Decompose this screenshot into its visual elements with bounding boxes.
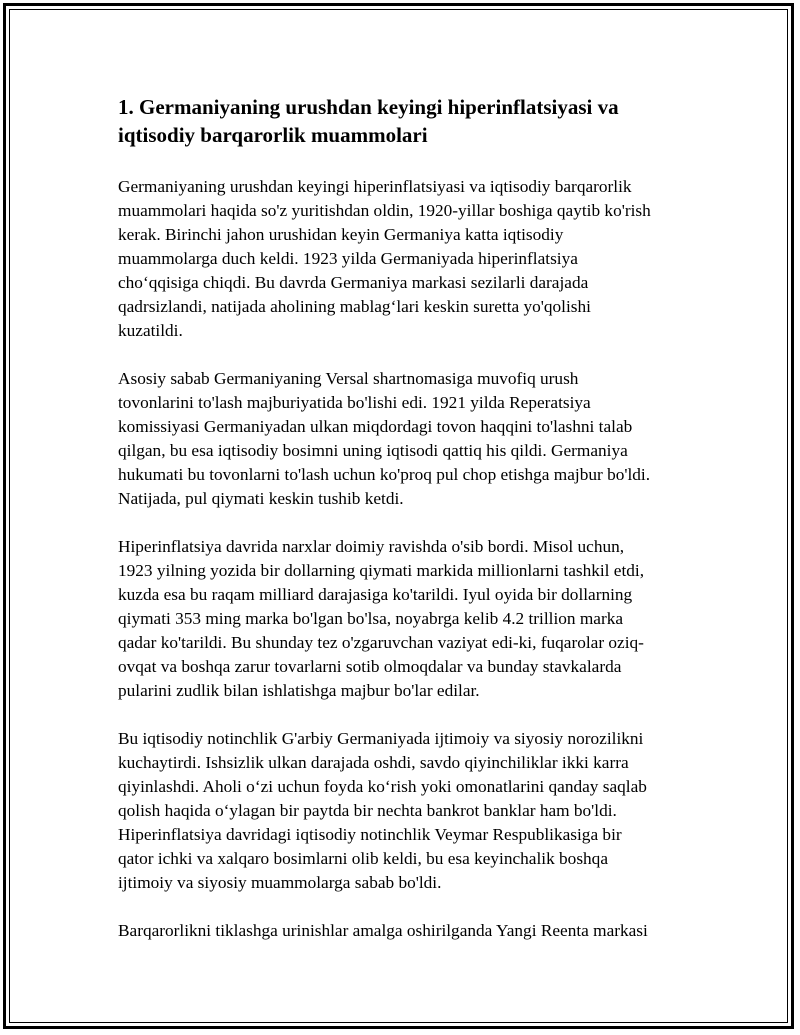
text-line: tovonlarini to'lash majburiyatida bo'lishi edi. 1921 yilda Reperatsiya: [118, 393, 591, 412]
text-line: qiymati 353 ming marka bo'lgan bo'lsa, noyabrga kelib 4.2 trillion marka: [118, 609, 624, 628]
text-line: komissiyasi Germaniyadan ulkan miqdordagi tovon haqqini to'lashni talab: [118, 417, 633, 436]
text-line: muammolarga duch keldi. 1923 yilda Germaniyada hiperinflatsiya: [118, 249, 578, 268]
text-line: muammolari haqida so'z yuritishdan oldin, 1920-yillar boshiga qaytib ko'rish: [118, 201, 651, 220]
text-line: kuchaytirdi. Ishsizlik ulkan darajada oshdi, savdo qiyinchiliklar ikki karra: [118, 753, 629, 772]
text-line: 1923 yilning yozida bir dollarning qiymati markida millionlarni tashkil etdi,: [118, 561, 645, 580]
paragraph-1: [118, 175, 698, 343]
text-line: pularini zudlik bilan ishlatishga majbur bo'lar edilar.: [118, 681, 480, 700]
text-line: ovqat va boshqa zarur tovarlarni sotib olmoqdalar va bunday stavkalarda: [118, 657, 622, 676]
text-line: Hiperinflatsiya davridagi iqtisodiy notinchlik Veymar Respublikasiga bir: [118, 825, 622, 844]
text-line: qilgan, bu esa iqtisodiy bosimni uning iqtisodi qattiq his qildi. Germaniya: [118, 441, 628, 460]
text-line: ijtimoiy va siyosiy muammolarga sabab bo'ldi.: [118, 873, 442, 892]
paragraph-2: [118, 367, 698, 511]
text-line: qolish haqida o‘ylagan bir paytda bir nechta bankrot banklar ham bo'ldi.: [118, 801, 617, 820]
text-line: hukumati bu tovonlarni to'lash uchun ko'proq pul chop etishga majbur bo'ldi.: [118, 465, 651, 484]
text-line: Asosiy sabab Germaniyaning Versal shartnomasiga muvofiq urush: [118, 369, 579, 388]
section-heading-line: 1. Germaniyaning urushdan keyingi hiperinflatsiyasi va: [118, 95, 619, 119]
text-line: cho‘qqisiga chiqdi. Bu davrda Germaniya markasi sezilarli darajada: [118, 273, 589, 292]
paragraph-3: [118, 535, 698, 703]
text-line: Bu iqtisodiy notinchlik G'arbiy Germaniyada ijtimoiy va siyosiy norozilikni: [118, 729, 644, 748]
document-body: [118, 93, 698, 967]
text-line: Hiperinflatsiya davrida narxlar doimiy ravishda o'sib bordi. Misol uchun,: [118, 537, 625, 556]
paragraph-5: [118, 919, 698, 943]
section-heading: [118, 93, 698, 149]
text-line: Natijada, pul qiymati keskin tushib ketdi.: [118, 489, 404, 508]
text-line: kerak. Birinchi jahon urushidan keyin Germaniya katta iqtisodiy: [118, 225, 564, 244]
text-line: qadar ko'tarildi. Bu shunday tez o'zgaruvchan vaziyat edi-ki, fuqarolar oziq-: [118, 633, 644, 652]
text-line: qator ichki va xalqaro bosimlarni olib keldi, bu esa keyinchalik boshqa: [118, 849, 608, 868]
text-line: Barqarorlikni tiklashga urinishlar amalga oshirilganda Yangi Reenta markasi: [118, 921, 648, 940]
paragraph-4: [118, 727, 698, 895]
text-line: kuzda esa bu raqam milliard darajasiga ko'tarildi. Iyul oyida bir dollarning: [118, 585, 633, 604]
section-heading-line: iqtisodiy barqarorlik muammolari: [118, 123, 428, 147]
text-line: Germaniyaning urushdan keyingi hiperinflatsiyasi va iqtisodiy barqarorlik: [118, 177, 632, 196]
text-line: qiyinlashdi. Aholi o‘zi uchun foyda ko‘rish yoki omonatlarini qanday saqlab: [118, 777, 647, 796]
text-line: qadrsizlandi, natijada aholining mablag‘lari keskin suretta yo'qolishi: [118, 297, 591, 316]
text-line: kuzatildi.: [118, 321, 183, 340]
